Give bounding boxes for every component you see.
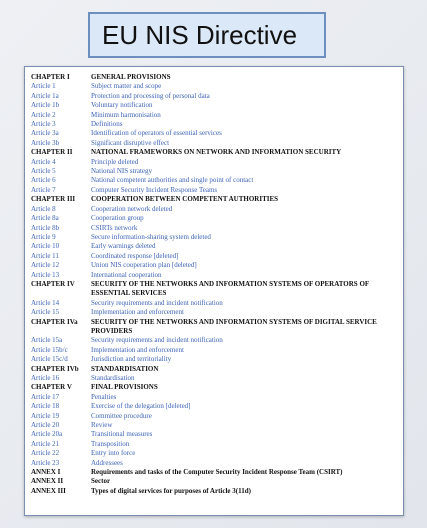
table-of-contents	[24, 66, 404, 516]
article-title: Significant disruptive effect	[91, 138, 170, 147]
article-number: Article 19	[31, 411, 60, 420]
article-title: Entry into force	[91, 449, 136, 458]
article-title: Security requirements and incident notification	[91, 336, 223, 345]
article-entry	[31, 224, 397, 233]
article-entry	[31, 421, 397, 430]
article-entry	[31, 214, 397, 223]
article-number: Article 3	[31, 120, 56, 129]
chapter-number: CHAPTER III	[31, 195, 76, 204]
article-title: Identification of operators of essential services	[91, 129, 222, 138]
article-title: Implementation and enforcement	[91, 345, 184, 354]
slide-title: EU NIS Directive	[88, 12, 326, 58]
chapter-number: CHAPTER II	[31, 148, 73, 157]
article-title: Security requirements and incident notification	[91, 298, 223, 307]
article-number: Article 18	[31, 402, 60, 411]
article-number: Article 4	[31, 157, 56, 166]
article-title: Principle deleted	[91, 157, 139, 166]
article-number: Article 17	[31, 392, 60, 401]
article-number: Article 20	[31, 421, 60, 430]
article-entry	[31, 242, 397, 251]
article-title: Exercise of the delegation [deleted]	[91, 402, 191, 411]
article-title: Coordinated response [deleted]	[91, 251, 179, 260]
article-entry	[31, 402, 397, 411]
article-number: Article 5	[31, 167, 56, 176]
article-number: Article 2	[31, 110, 56, 119]
article-entry	[31, 82, 397, 91]
annex-title: Sector	[91, 477, 111, 486]
article-entry	[31, 111, 397, 120]
article-title: Definitions	[91, 120, 123, 129]
article-title: Computer Security Incident Response Teams	[91, 185, 218, 194]
chapter-entry	[31, 383, 397, 392]
article-title: National competent authorities and single point of contact	[91, 176, 254, 185]
chapter-entry	[31, 148, 397, 157]
chapter-title: STANDARDISATION	[91, 364, 159, 373]
article-title: Implementation and enforcement	[91, 308, 184, 317]
annex-title: Types of digital services for purposes of Article 3(11d)	[91, 486, 251, 495]
article-entry	[31, 336, 397, 345]
chapter-entry	[31, 195, 397, 204]
article-entry	[31, 459, 397, 468]
article-title: Subject matter and scope	[91, 82, 162, 91]
article-entry	[31, 186, 397, 195]
article-title: CSIRTs network	[91, 223, 138, 232]
article-number: Article 8	[31, 204, 56, 213]
annex-number: ANNEX III	[31, 486, 66, 495]
annex-entry	[31, 468, 397, 477]
article-title: Committee procedure	[91, 411, 152, 420]
article-title: Union NIS cooperation plan [deleted]	[91, 261, 197, 270]
article-number: Article 15b/c	[31, 345, 68, 354]
article-entry	[31, 374, 397, 383]
article-entry	[31, 393, 397, 402]
article-entry	[31, 308, 397, 317]
article-entry	[31, 299, 397, 308]
article-number: Article 7	[31, 185, 56, 194]
article-number: Article 1a	[31, 91, 59, 100]
annex-number: ANNEX I	[31, 468, 61, 477]
article-title: Voluntary notification	[91, 101, 153, 110]
article-entry	[31, 261, 397, 270]
article-title: Standardisation	[91, 374, 135, 382]
article-entry	[31, 167, 397, 176]
article-title: National NIS strategy	[91, 167, 153, 176]
article-entry	[31, 430, 397, 439]
chapter-title: COOPERATION BETWEEN COMPETENT AUTHORITIES	[91, 195, 279, 204]
article-number: Article 15c/d	[31, 355, 68, 364]
chapter-entry	[31, 280, 397, 299]
article-entry	[31, 120, 397, 129]
article-title: Secure information-sharing system deleted	[91, 232, 211, 241]
article-title: Jurisdiction and territoriality	[91, 355, 172, 364]
article-number: Article 15a	[31, 336, 63, 345]
article-title: Cooperation group	[91, 214, 144, 223]
article-title: Transitional measures	[91, 430, 153, 439]
article-number: Article 21	[31, 439, 60, 448]
article-number: Article 12	[31, 261, 60, 270]
article-entry	[31, 205, 397, 214]
article-entry	[31, 346, 397, 355]
article-entry	[31, 271, 397, 280]
article-number: Article 23	[31, 458, 60, 467]
article-number: Article 15	[31, 308, 60, 317]
chapter-number: CHAPTER IVa	[31, 317, 78, 326]
chapter-entry	[31, 318, 397, 337]
article-entry	[31, 412, 397, 421]
article-title: Penalties	[91, 392, 117, 401]
article-number: Article 14	[31, 298, 60, 307]
article-number: Article 10	[31, 242, 60, 251]
article-entry	[31, 355, 397, 364]
article-title: Review	[91, 421, 113, 430]
article-number: Article 22	[31, 449, 60, 458]
article-title: Cooperation network deleted	[91, 204, 173, 213]
article-entry	[31, 101, 397, 110]
chapter-entry	[31, 365, 397, 374]
article-title: Transposition	[91, 439, 130, 448]
chapter-title: SECURITY OF THE NETWORKS AND INFORMATION SYSTEMS OF DIGITAL SERVICE PROVIDERS	[91, 317, 377, 335]
article-entry	[31, 449, 397, 458]
article-number: Article 3a	[31, 129, 59, 138]
article-entry	[31, 158, 397, 167]
article-entry	[31, 252, 397, 261]
article-number: Article 13	[31, 270, 60, 279]
article-entry	[31, 233, 397, 242]
article-number: Article 20a	[31, 430, 63, 439]
article-title: Protection and processing of personal data	[91, 91, 210, 100]
article-entry	[31, 176, 397, 185]
chapter-title: SECURITY OF THE NETWORKS AND INFORMATION SYSTEMS OF OPERATORS OF ESSENTIAL SERVICES	[91, 279, 369, 298]
article-number: Article 1	[31, 82, 56, 91]
chapter-entry	[31, 73, 397, 82]
chapter-title: NATIONAL FRAMEWORKS ON NETWORK AND INFORMATION SECURITY	[91, 148, 342, 157]
article-title: Early warnings deleted	[91, 242, 156, 251]
chapter-number: CHAPTER I	[31, 73, 70, 81]
article-number: Article 6	[31, 176, 56, 185]
article-entry	[31, 92, 397, 101]
article-entry	[31, 440, 397, 449]
chapter-number: CHAPTER V	[31, 383, 72, 392]
article-number: Article 9	[31, 232, 56, 241]
article-title: International cooperation	[91, 270, 162, 279]
article-title: Addressees	[91, 458, 123, 467]
article-number: Article 8b	[31, 223, 60, 232]
chapter-number: CHAPTER IVb	[31, 364, 79, 373]
annex-title: Requirements and tasks of the Computer Security Incident Response Team (CSIRT)	[91, 468, 343, 477]
annex-number: ANNEX II	[31, 477, 64, 486]
chapter-title: GENERAL PROVISIONS	[91, 73, 171, 81]
chapter-title: FINAL PROVISIONS	[91, 383, 158, 392]
article-number: Article 16	[31, 374, 60, 382]
article-number: Article 11	[31, 251, 59, 260]
article-number: Article 3b	[31, 138, 60, 147]
article-number: Article 8a	[31, 214, 59, 223]
article-number: Article 1b	[31, 101, 60, 110]
article-entry	[31, 129, 397, 138]
annex-entry	[31, 487, 397, 496]
chapter-number: CHAPTER IV	[31, 279, 75, 288]
article-entry	[31, 139, 397, 148]
article-title: Minimum harmonisation	[91, 110, 161, 119]
annex-entry	[31, 477, 397, 486]
